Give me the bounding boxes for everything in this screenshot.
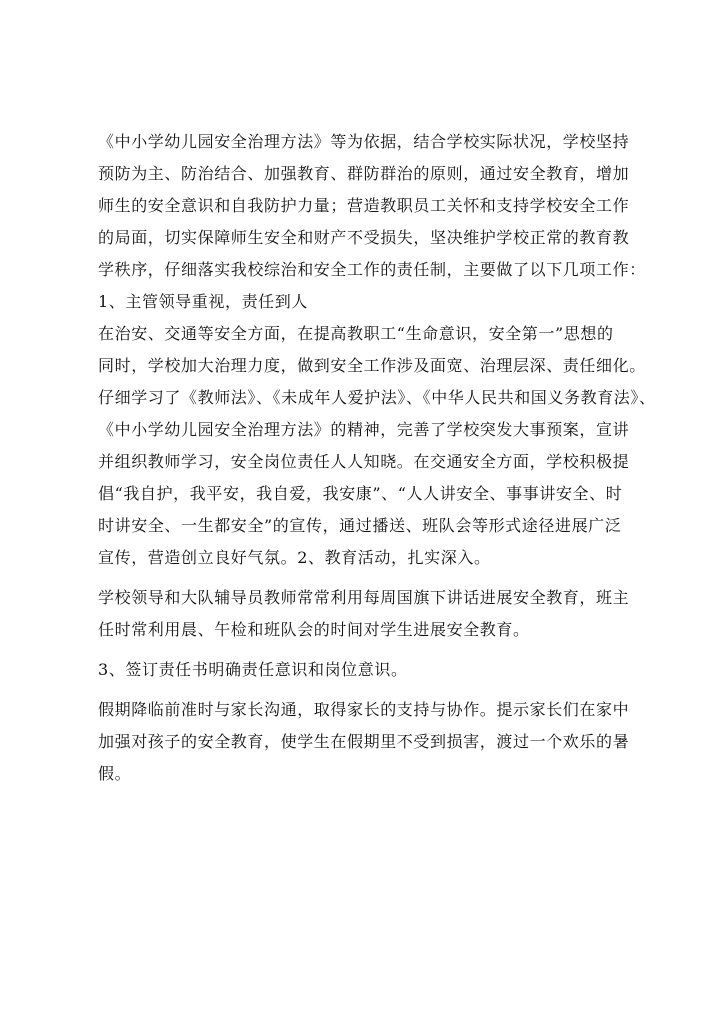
text-line: 学校领导和大队辅导员教师常常利用每周国旗下讲话进展安全教育，班主 bbox=[98, 588, 630, 607]
text-line: 《中小学幼儿园安全治理方法》的精神，完善了学校突发大事预案，宣讲 bbox=[98, 420, 630, 439]
text-line: 同时，学校加大治理力度，做到安全工作涉及面宽、治理层深、责任细化。 bbox=[98, 356, 646, 375]
text-line: 学秩序，仔细落实我校综治和安全工作的责任制，主要做了以下几项工作： bbox=[98, 260, 646, 279]
text-line: 预防为主、防治结合、加强教育、群防群治的原则，通过安全教育，增加 bbox=[98, 164, 630, 183]
text-line: 在治安、交通等安全方面，在提高教职工“生命意识，安全第一”思想的 bbox=[98, 324, 614, 343]
text-line: 假期降临前准时与家长沟通，取得家长的支持与协作。提示家长们在家中 bbox=[98, 700, 630, 719]
text-line: 加强对孩子的安全教育，使学生在假期里不受到损害，渡过一个欢乐的暑 bbox=[98, 732, 630, 751]
section-heading: 1、主管领导重视，责任到人 bbox=[98, 292, 308, 311]
text-line: 时讲安全、一生都安全”的宣传，通过播送、班队会等形式途径进展广泛 bbox=[98, 516, 622, 535]
text-line: 宣传，营造创立良好气氛。2、教育活动，扎实深入。 bbox=[98, 548, 491, 567]
text-line: 仔细学习了《教师法》、《未成年人爱护法》、《中华人民共和国义务教育法》、 bbox=[98, 388, 656, 407]
text-line: 《中小学幼儿园安全治理方法》等为依据，结合学校实际状况，学校坚持 bbox=[98, 132, 630, 151]
text-line: 的局面，切实保障师生安全和财产不受损失，坚决维护学校正常的教育教 bbox=[98, 228, 630, 247]
section-heading: 3、签订责任书明确责任意识和岗位意识。 bbox=[98, 660, 408, 679]
text-line: 倡“我自护，我平安，我自爱，我安康”、“人人讲安全、事事讲安全、时 bbox=[98, 484, 623, 503]
text-line: 假。 bbox=[98, 764, 132, 783]
document-body bbox=[98, 126, 656, 790]
text-line: 师生的安全意识和自我防护力量；营造教职员工关怀和支持学校安全工作 bbox=[98, 196, 630, 215]
text-line: 任时常利用晨、午检和班队会的时间对学生进展安全教育。 bbox=[98, 620, 530, 639]
text-line: 并组织教师学习，安全岗位责任人人知晓。在交通安全方面，学校积极提 bbox=[98, 452, 630, 471]
